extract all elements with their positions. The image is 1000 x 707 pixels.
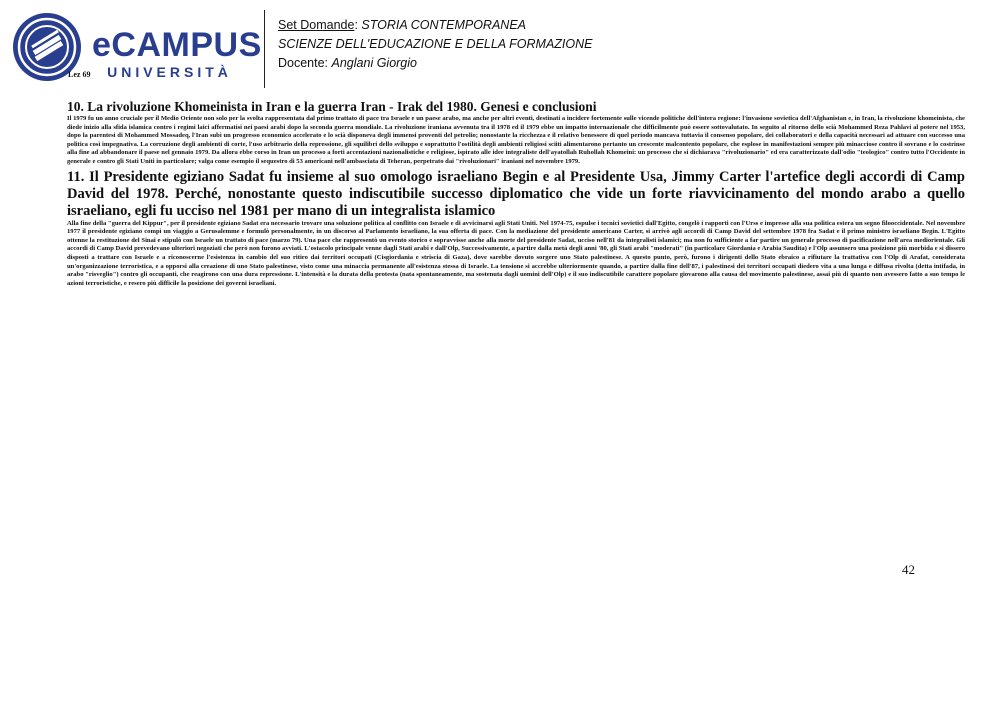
page-content bbox=[67, 99, 965, 288]
docente-name: Anglani Giorgio bbox=[331, 56, 417, 70]
course-line-1: Set Domande: STORIA CONTEMPORANEA bbox=[278, 18, 526, 32]
brand bbox=[92, 28, 262, 80]
set-domande-label: Set Domande bbox=[278, 18, 355, 32]
course-line-2 bbox=[278, 35, 592, 54]
header-divider bbox=[264, 10, 265, 88]
page-number: 42 bbox=[902, 562, 915, 577]
section-body: Alla fine della "guerra del Kippur", per il presidente egiziano Sadat era necessario trovare una soluzione politica al conflitto con Israele e di avvicinarsi agli Stati Uniti. Nel 1974-75, espulse i tecnici sovietici dall'Egitto, congelò i rapporti con l'Urss e impresse alla sua politica estera un segno filooccidentale. Nel novembre 1977 il presidente egiziano compì un viaggio a Gerusalemme e formulò personalmente, in un discorso al Parlamento israeliano, la sua offerta di pace. Con la mediazione del presidente americano Carter, si arrivò agli accordi di Camp David del settembre 1978 fra Sadat e il primo ministro israeliano Begin. L'Egitto ottenne la restituzione del Sinai e stipulò con Israele un trattato di pace (marzo 79). Una pace che rappresentò un evento storico e sopravvisse anche alla morte del presidente Sadat, ucciso nell'81 da integralisti islamici; ma non fu sufficiente a far partire un generale processo di pacificazione nell'area mediorientale. Gli accordi di Camp David prevedevano ulteriori negoziati che però non furono avviati. L'ostacolo principale venne dagli Stati arabi e dall'Olp, Successivamente, a partire dalla metà degli anni '80, gli Stati arabi "moderati" (in particolare Giordania e Arabia Saudita) e l'Olp assunsero una posizione più morbida e si dissero disposti a trattare con Israele e a riconoscerne l'esistenza in cambio del suo ritiro dai territori occupati (Cisgiordania e striscia di Gaza), dove sarebbe dovuto sorgere uno Stato palestinese. A questo punto, però, furono i dirigenti dello Stato ebraico a rifiutare la trattativa con l'Olp di Arafat, considerata un'organizzazione terroristica, e a opporsi alla creazione di uno Stato palestinese, visto come una minaccia permanente all'esistenza stessa di Israele. La tensione si accrebbe ulteriormente quando, a partire dalla fine dell'87, i palestinesi dei territori occupati diedero vita a una lunga e diffusa rivolta (detta intifada, in arabo "risveglio") contro gli occupanti, che reagirono con una dura repressione. L'intensità e la durata della protesta (nata spontaneamente, ma sostenuta dagli uomini dell'Olp) e il suo indiscutibile carattere popolare giovarono alla causa del movimento palestinese, assai più di quanto non avessero fatto a suo tempo le azioni terroristiche, e resero più difficile la posizione dei governi israeliani. bbox=[67, 219, 965, 287]
section-title: 11. Il Presidente egiziano Sadat fu insieme al suo omologo israeliano Begin e al Presidente Usa, Jimmy Carter l'artefice degli accordi di Camp David del 1978. Perché, nonostante questo indiscutibile successo diplomatico che vide un forte riavvicinamento del mondo arabo a quello israeliano, egli fu ucciso nel 1981 per mano di un integralista islamico bbox=[67, 168, 965, 219]
section-title: 10. La rivoluzione Khomeinista in Iran e la guerra Iran - Irak del 1980. Genesi e conclusioni bbox=[67, 99, 597, 114]
course-line-3 bbox=[278, 54, 592, 73]
course-title: STORIA CONTEMPORANEA bbox=[361, 18, 526, 32]
lesson-number: Lez 69 bbox=[68, 70, 91, 79]
page-header bbox=[0, 0, 1000, 95]
faculty-name: SCIENZE DELL'EDUCAZIONE E DELLA FORMAZIONE bbox=[278, 37, 593, 51]
brand-name: eCAMPUS bbox=[92, 26, 262, 64]
course-info bbox=[278, 16, 592, 73]
section-body: Il 1979 fu un anno cruciale per il Medio Oriente non solo per la svolta rappresentata dal primo trattato di pace tra Israele e un paese arabo, ma anche per altri eventi, destinati a incidere fortemente sulle vicende politiche dell'intera regione: l'invasione sovietica dell'Afghanistan e, in Iran, la rivoluzione khomeinista, che diede inizio alla sfida islamica contro i regimi laici affermatisi nei paesi arabi dopo la seconda guerra mondiale. La rivoluzione iraniana avvenuta tra il 1978 ed il 1979 ebbe un impatto internazionale che difficilmente può essere sottovalutato. In seguito al ritorno dello scià Mohammed Reza Pahlavi al potere nel 1953, dopo la parentesi di Mohammed Mossadeq, l'Iran subì un progresso economico accelerato e lo scià disponeva degli immensi proventi del petrolio; nonostante la ricchezza e il relativo benessere di quel periodo mancava tuttavia il consenso popolare, dei collaboratori e della capacità necessari ad attuare con successo una politica così impegnativa. La corruzione degli ambienti di corte, l'uso arbitrario della repressione, gli squilibri dello sviluppo e soprattutto l'ostilità degli ambienti religiosi sciiti alimentarono pertanto un crescente malcontento popolare, che esplose in manifestazioni sempre più minacciose contro il sovrano e lo costrinse alla fine ad abbandonare il paese nel gennaio 1979. Da allora ebbe corso in Iran un processo a forti accentazioni nazionalistiche e religiose, ispirato alle idee integraliste dell'ayatollah Ruhollah Khomeini: un processo che si dichiarava "rivoluzionario" ed era caratterizzato dall'odio "teologico" contro tutto l'Occidente in generale e contro gli Stati Uniti in particolare; valga come esempio il sequestro di 53 americani nell'ambasciata di Teheran, perpetrato dai "rivoluzionari" iraniani nel novembre 1979. bbox=[67, 115, 965, 165]
docente-label: Docente: bbox=[278, 56, 329, 70]
brand-subtitle: UNIVERSITÀ bbox=[107, 64, 232, 80]
